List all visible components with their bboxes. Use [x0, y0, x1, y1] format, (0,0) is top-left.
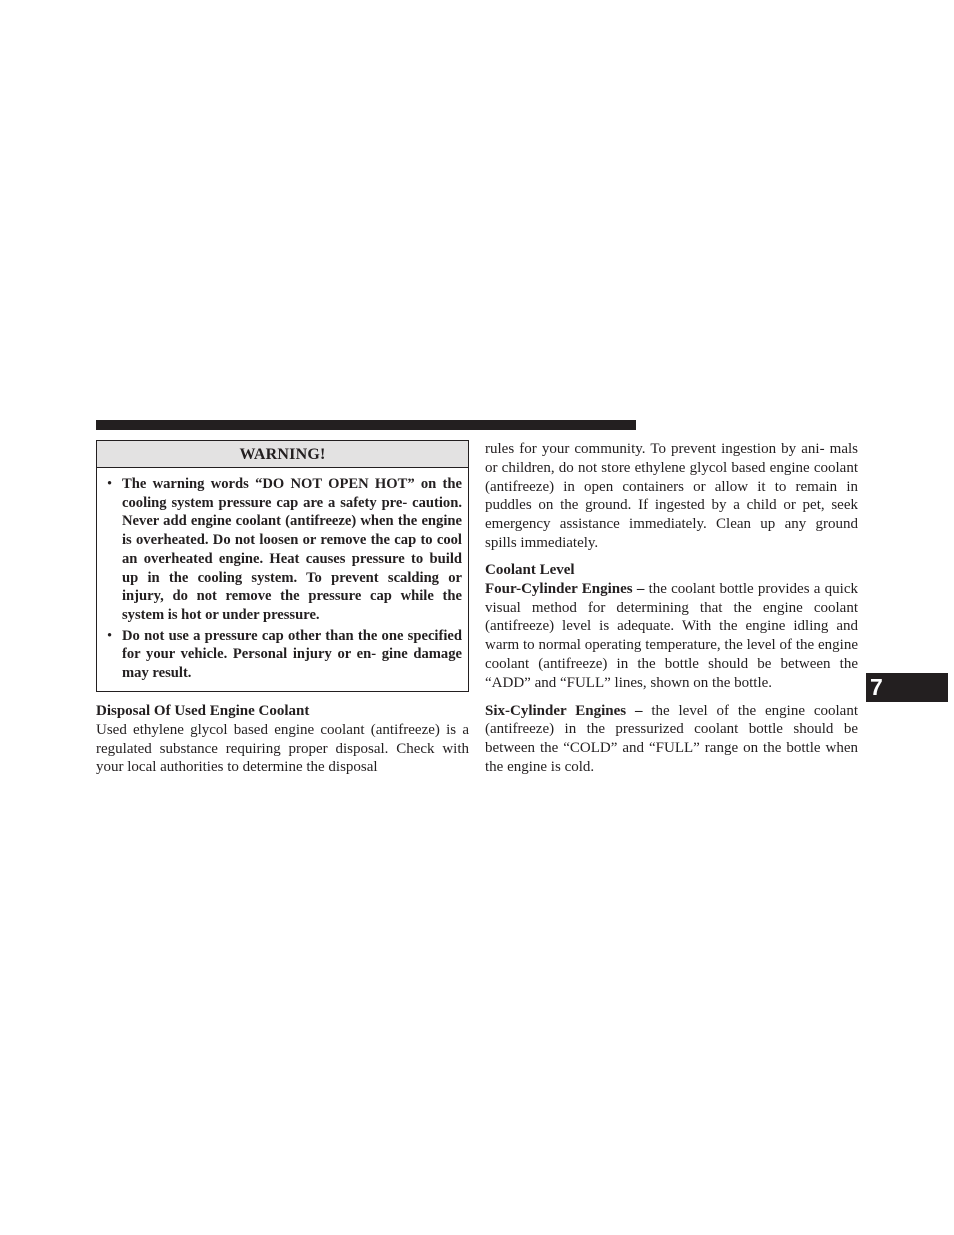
chapter-tab [866, 673, 948, 702]
section-top-rule [96, 420, 636, 430]
left-column [96, 440, 469, 777]
right-column [485, 440, 858, 777]
warning-title: WARNING! [97, 441, 468, 468]
warning-item [105, 475, 462, 625]
coolant-level-heading: Coolant Level [485, 561, 575, 578]
six-cylinder-label: Six-Cylinder Engines – [485, 702, 643, 719]
bullet-icon: • [107, 627, 113, 644]
warning-item-text: Do not use a pressure cap other than the one specified for your vehicle. Personal injury or en- gine damage may result. [122, 627, 462, 682]
disposal-text-part1: Used ethylene glycol based engine coolant (antifreeze) is a regulated substance requiring proper disposal. Check with your local authorities to determine the disposal [96, 721, 469, 776]
warning-list [97, 468, 468, 691]
warning-item [105, 627, 462, 683]
warning-item-text: The warning words “DO NOT OPEN HOT” on the cooling system pressure cap are a safety pre- caution. Never add engine coolant (antifreeze) when the engine is overheated. Do not loosen or remove the cap to cool an overheated engine. Heat causes pressure to build up in the cooling system. To prevent scalding or injury, do not remove the pressure cap while the system is hot or under pressure. [122, 476, 462, 623]
four-cylinder-text: the coolant bottle provides a quick visual method for determining that the engine coolant (antifreeze) level is adequate. With the engine idling and warm to normal operating temperature, the level of the engine coolant (antifreeze) in the bottle should be between the “ADD” and “FULL” lines, shown on the bottle. [485, 580, 859, 691]
warning-box [96, 440, 469, 692]
six-cylinder-text: the level of the engine coolant (antifreeze) in the pressurized coolant bottle should be between the “COLD” and “FULL” range on the bottle when the engine is cold. [485, 702, 858, 775]
six-cylinder-paragraph [485, 702, 858, 777]
disposal-text-part2: rules for your community. To prevent ingestion by ani- mals or children, do not store ethylene glycol based engine coolant (antifreeze) in open containers or allow it to remain in puddles on the ground. If ingested by a child or pet, seek emergency assistance immediately. Clean up any ground spills immediately. [485, 441, 858, 551]
disposal-heading: Disposal Of Used Engine Coolant [96, 702, 310, 719]
chapter-number: 7 [870, 674, 883, 700]
bullet-icon: • [107, 476, 113, 492]
four-cylinder-paragraph [485, 580, 858, 693]
four-cylinder-label: Four-Cylinder Engines – [485, 580, 645, 597]
